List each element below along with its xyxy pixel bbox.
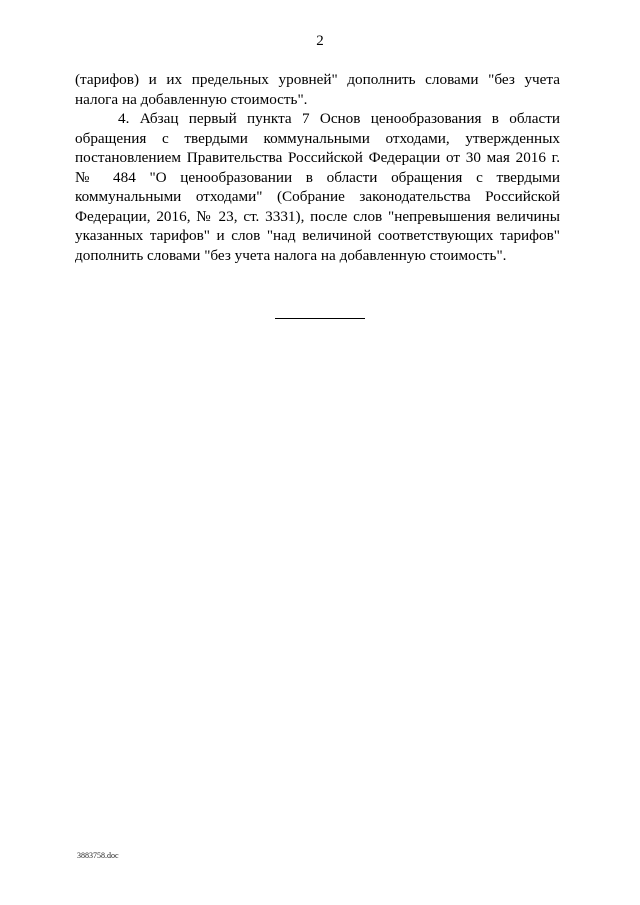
page-number: 2 [316, 33, 324, 49]
continuation-paragraph: (тарифов) и их предельных уровней" дополнить словами "без учета налога на добавленную стоимость". [75, 71, 560, 108]
file-id: 3883758.doc [77, 851, 119, 860]
end-separator-line [275, 318, 365, 319]
paragraph-4: 4. Абзац первый пункта 7 Основ ценообразования в области обращения с твердыми коммунальными отходами, утвержденных постановлением Правительства Российской Федерации от 30 мая 2016 г. № 484 "О ценообразовании в области обращения с твердыми коммунальными отходами" (Собрание законодательства Российской Федерации, 2016, № 23, ст. 3331), после слов "непревышения величины указанных тарифов" и слов "над величиной соответствующих тарифов" дополнить словами "без учета налога на добавленную стоимость". [75, 110, 560, 264]
document-body [75, 70, 560, 265]
